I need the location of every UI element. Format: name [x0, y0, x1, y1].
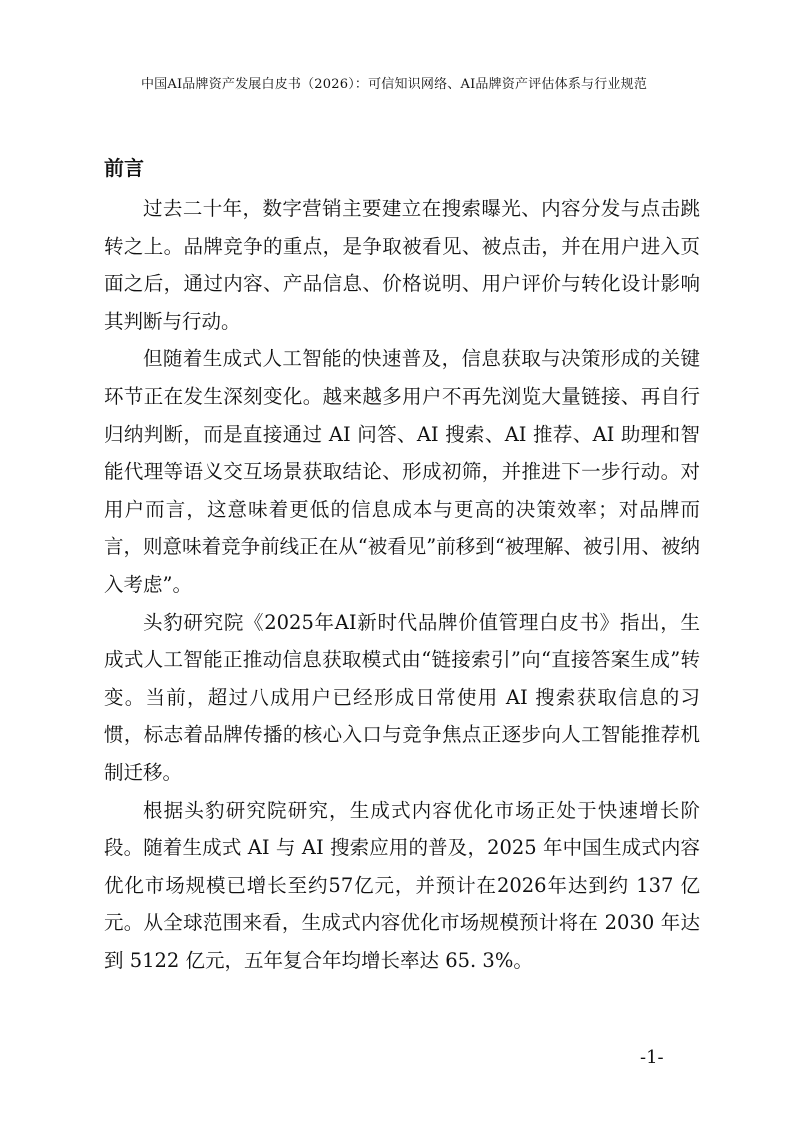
body-text — [104, 190, 700, 979]
page-number: -1- — [640, 1047, 664, 1068]
paragraph-4: 根据头豹研究院研究，生成式内容优化市场正处于快速增长阶段。随着生成式 AI 与 AI 搜索应用的普及，2025 年中国生成式内容优化市场规模已增长至约57亿元，并预计在2026年达到约 137 亿元。从全球范围来看，生成式内容优化市场规模预计将在 2030 年达到 5122 亿元，五年复合年均增长率达 65. 3%。 — [104, 798, 700, 972]
paragraph-1: 过去二十年，数字营销主要建立在搜索曝光、内容分发与点击跳转之上。品牌竞争的重点，是争取被看见、被点击，并在用户进入页面之后，通过内容、产品信息、价格说明、用户评价与转化设计影响其判断与行动。 — [104, 197, 700, 333]
running-header: 中国AI品牌资产发展白皮书（2026）：可信知识网络、AI品牌资产评估体系与行业规范 — [140, 77, 648, 92]
paragraph-3: 头豹研究院《2025年AI新时代品牌价值管理白皮书》指出，生成式人工智能正推动信息获取模式由“链接索引”向“直接答案生成”转变。当前，超过八成用户已经形成日常使用 AI 搜索获取信息的习惯，标志着品牌传播的核心入口与竞争焦点正逐步向人工智能推荐机制迁移。 — [104, 610, 700, 784]
section-title: 前言 — [104, 156, 144, 180]
paragraph-2: 但随着生成式人工智能的快速普及，信息获取与决策形成的关键环节正在发生深刻变化。越来越多用户不再先浏览大量链接、再自行归纳判断，而是直接通过 AI 问答、AI 搜索、AI 推荐、AI 助理和智能代理等语义交互场景获取结论、形成初筛，并推进下一步行动。对用户而言，这意味着更低的信息成本与更高的决策效率；对品牌而言，则意味着竞争前线正在从“被看见”前移到“被理解、被引用、被纳入考虑”。 — [104, 347, 700, 596]
